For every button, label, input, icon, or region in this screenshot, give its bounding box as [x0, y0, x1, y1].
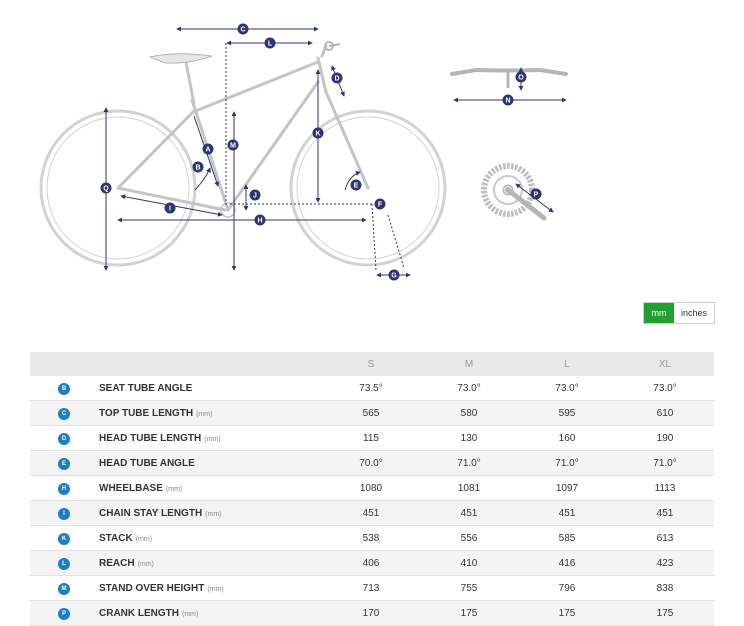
row-label: TOP TUBE LENGTH [99, 407, 194, 419]
row-badge-cell [30, 551, 98, 576]
row-label-cell [98, 601, 322, 626]
table-header-row [30, 352, 714, 376]
svg-text:A: A [205, 146, 211, 154]
row-value: 755 [420, 576, 518, 601]
row-code-badge: B [58, 383, 70, 395]
svg-text:B: B [195, 164, 201, 172]
row-badge-cell [30, 501, 98, 526]
row-value: 70.0° [322, 451, 420, 476]
row-value: 423 [616, 551, 714, 576]
row-code-badge: M [58, 583, 70, 595]
row-badge-cell [30, 401, 98, 426]
row-label-cell [98, 576, 322, 601]
row-unit: (mm) [207, 585, 224, 593]
row-unit: (mm) [137, 560, 154, 568]
header-badge-cell [30, 352, 98, 376]
row-value: 796 [518, 576, 616, 601]
row-label-cell [98, 551, 322, 576]
row-label: WHEELBASE [99, 482, 163, 494]
unit-mm-button[interactable]: mm [644, 303, 674, 323]
row-value: 451 [616, 501, 714, 526]
row-value: 175 [518, 601, 616, 626]
row-value: 410 [420, 551, 518, 576]
row-value: 1113 [616, 476, 714, 501]
row-label-cell [98, 401, 322, 426]
marker-c [238, 24, 249, 35]
marker-j [250, 190, 261, 201]
row-value: 71.0° [616, 451, 714, 476]
row-code-badge: D [58, 433, 70, 445]
row-badge-cell [30, 576, 98, 601]
row-value: 160 [518, 426, 616, 451]
row-value: 73.0° [616, 376, 714, 401]
row-value: 538 [322, 526, 420, 551]
table-row [30, 376, 714, 401]
row-unit: (mm) [196, 410, 213, 418]
row-label: HEAD TUBE ANGLE [99, 457, 195, 469]
row-value: 451 [322, 501, 420, 526]
row-label: REACH [99, 557, 135, 569]
row-code-badge: E [58, 458, 70, 470]
marker-m [228, 140, 239, 151]
saddle [150, 54, 212, 63]
svg-text:F: F [377, 201, 383, 209]
row-value: 1081 [420, 476, 518, 501]
row-value: 838 [616, 576, 714, 601]
svg-text:G: G [391, 272, 397, 280]
row-value: 585 [518, 526, 616, 551]
svg-text:I: I [169, 205, 171, 213]
row-value: 175 [420, 601, 518, 626]
marker-f [375, 199, 386, 210]
row-label: CRANK LENGTH [99, 607, 179, 619]
row-value: 170 [322, 601, 420, 626]
marker-d [332, 73, 343, 84]
row-value: 610 [616, 401, 714, 426]
marker-q [101, 183, 112, 194]
row-label-cell [98, 476, 322, 501]
table-row [30, 551, 714, 576]
row-value: 71.0° [518, 451, 616, 476]
row-code-badge: K [58, 533, 70, 545]
size-header-l: L [518, 352, 616, 376]
row-unit: (mm) [205, 510, 222, 518]
marker-b [193, 162, 204, 173]
row-label-cell [98, 501, 322, 526]
row-label: HEAD TUBE LENGTH [99, 432, 202, 444]
row-value: 1097 [518, 476, 616, 501]
marker-k [313, 128, 324, 139]
table-row [30, 401, 714, 426]
svg-text:Q: Q [103, 185, 109, 193]
row-value: 73.0° [420, 376, 518, 401]
row-value: 565 [322, 401, 420, 426]
table-row [30, 476, 714, 501]
row-value: 451 [518, 501, 616, 526]
header-label-cell [98, 352, 322, 376]
row-value: 416 [518, 551, 616, 576]
row-label-cell [98, 426, 322, 451]
row-label-cell [98, 451, 322, 476]
marker-l [265, 38, 276, 49]
row-value: 115 [322, 426, 420, 451]
table-row [30, 576, 714, 601]
row-unit: (mm) [165, 485, 183, 493]
row-badge-cell [30, 476, 98, 501]
row-badge-cell [30, 526, 98, 551]
marker-i [165, 203, 176, 214]
row-unit: (mm) [182, 610, 199, 618]
size-header-xl: XL [616, 352, 714, 376]
table-row [30, 426, 714, 451]
row-value: 175 [616, 601, 714, 626]
table-row [30, 526, 714, 551]
row-value: 130 [420, 426, 518, 451]
row-code-badge: H [58, 483, 70, 495]
row-label: STAND OVER HEIGHT [99, 582, 205, 594]
row-label-cell [98, 526, 322, 551]
svg-text:C: C [240, 26, 246, 34]
dim-trail-guide [372, 204, 376, 270]
svg-text:E: E [353, 182, 359, 190]
svg-text:D: D [334, 75, 340, 83]
row-value: 73.5° [322, 376, 420, 401]
row-value: 190 [616, 426, 714, 451]
table-row [30, 501, 714, 526]
marker-h [255, 215, 266, 226]
chainring [484, 166, 553, 218]
geometry-table [30, 352, 714, 626]
marker-g [389, 270, 400, 281]
marker-n [503, 95, 514, 106]
row-badge-cell [30, 376, 98, 401]
row-value: 556 [420, 526, 518, 551]
marker-p [531, 189, 542, 200]
row-value: 613 [616, 526, 714, 551]
bike-geometry-diagram [0, 0, 744, 300]
row-value: 406 [322, 551, 420, 576]
row-code-badge: P [58, 608, 70, 620]
row-value: 713 [322, 576, 420, 601]
marker-o [516, 72, 527, 83]
row-label: STACK [99, 532, 133, 544]
row-label: SEAT TUBE ANGLE [99, 382, 193, 394]
svg-text:K: K [315, 130, 321, 138]
row-value: 580 [420, 401, 518, 426]
size-header-m: M [420, 352, 518, 376]
row-value: 71.0° [420, 451, 518, 476]
row-badge-cell [30, 451, 98, 476]
unit-inches-button[interactable]: inches [674, 303, 714, 323]
row-value: 595 [518, 401, 616, 426]
unit-toggle [643, 302, 715, 324]
row-value: 73.0° [518, 376, 616, 401]
row-label: CHAIN STAY LENGTH [99, 507, 203, 519]
svg-text:H: H [257, 217, 263, 225]
row-label-cell [98, 376, 322, 401]
row-value: 451 [420, 501, 518, 526]
row-badge-cell [30, 601, 98, 626]
marker-e [351, 180, 362, 191]
row-badge-cell [30, 426, 98, 451]
size-header-s: S [322, 352, 420, 376]
row-code-badge: C [58, 408, 70, 420]
row-code-badge: I [58, 508, 70, 520]
row-code-badge: L [58, 558, 70, 570]
table-row [30, 451, 714, 476]
svg-text:P: P [533, 191, 539, 199]
svg-text:J: J [253, 192, 257, 200]
marker-a [203, 144, 214, 155]
svg-text:L: L [267, 40, 273, 48]
svg-text:O: O [518, 74, 524, 82]
svg-text:M: M [230, 142, 236, 150]
row-unit: (mm) [204, 435, 221, 443]
svg-text:N: N [505, 97, 511, 105]
table-row [30, 601, 714, 626]
row-unit: (mm) [135, 535, 153, 543]
row-value: 1080 [322, 476, 420, 501]
